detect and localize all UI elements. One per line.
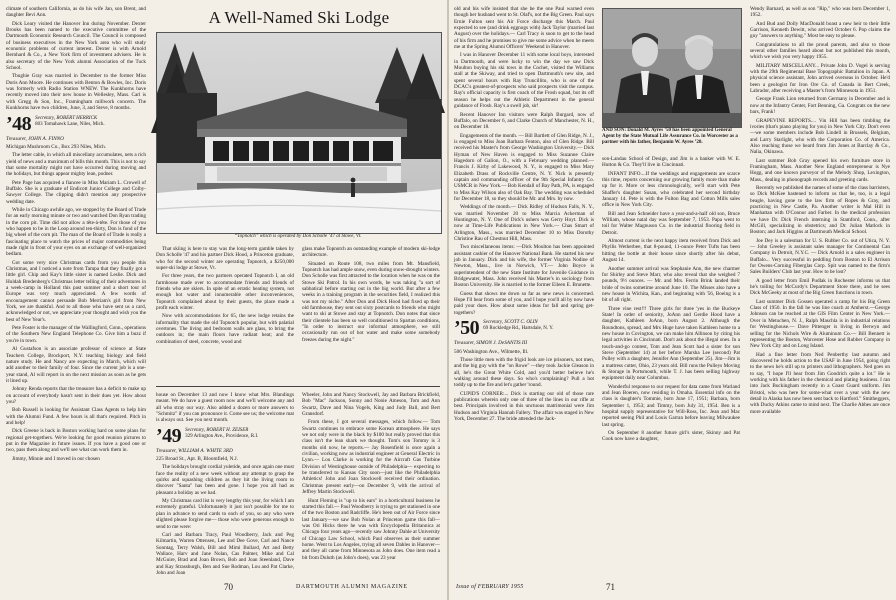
left-column-2 xyxy=(156,246,294,347)
col8-p6: GRAPEVINE REPORTS.... Vin Hill has been timbling the ivories (that's piano playing for you) in New York City. Don't even—we some members include Bob Lindell in Brussels, Belgium, and Larry Starlight, who with the Corporation Co. of America. Also reaching those we heard from Jim Jones at Barclay & Co., Nalia, Okinawa. xyxy=(750,117,890,156)
right-column-2 xyxy=(602,156,740,445)
col1-p6: While in Chicago awhile ago, we stopped by the Board of Trade for an early morning minute or two and watched Don Ryan trading in the corn pit. Time did not allow a tête-à-tête. For those of you who happen to be in the Loop around ten-thirty, Don is fond of the big wheel of the corn pit. The man of the Board of Trade is really a fascinating place to watch the prices of major commodities being made right in front of your eyes on an exchange of well-organized bedlam. xyxy=(6,206,146,258)
col8-p3: Congratulations to all the proud parents, and also to those several other families heard about but not published this month, which we wish you very happy 1955. xyxy=(750,41,890,61)
col5-p3: Hunt Fleming is "up to his ears" in a horticultural business he started this fall.— Paul Woodberry is trying to get stationed in one of the two Boston and Radcliffe. He's been out of Air Force since last January—we saw Bob Nolan at Princeton game this fall— was Ori Hicks there he was with Encyclopedia Britannica at Chicago four years ago—recently saw Johnny Dahle at University of Chicago Law School, which Paul observes as their summer home. Went to Los Angeles, trying all seven Dahles in Hanover—and they all came from Minnesota as John does. One item read a bit from Duluth (as John's does), was 23 year xyxy=(302,497,440,561)
col7-p3: Bill and Jean Schneider have a year-and-a-half old son, Bruce William, whose natal day was September 7, 1953. Papa went to toil for Walter Magnuson Co. in the industrial flooring field in Detroit. xyxy=(602,210,740,236)
class-49-year: ’49 xyxy=(156,424,182,447)
class-50-officers xyxy=(483,319,553,332)
col1-p9: Al Gustafson is an associate professor of science at State Teachers College, Brockport, N.Y. teaching biology and field nature study. He and Nancy are expecting in March, which will add another to their family of four. Since the current job is a one-year stand, Al will report in on the next mission as soon as he gets it lined up. xyxy=(6,346,146,384)
left-column-1 xyxy=(6,6,146,464)
col6-p7: Guess that shows me down so far as new news is concerned. Hope I'll hear from some of you, and I hope you'll all by now have paid your dues. How about some ideas for fall and spring get-togethers? xyxy=(454,290,594,316)
class-48-year: ’48 xyxy=(6,112,32,135)
col1-p7: Got some very nice Christmas cards from you people this Christmas, and I noticed a note from Tampa that they finally got a little girl. Chip and Kay's little sister is named Leslie. Dick and Huldah Bredenberg's Christmas letter telling of their adventures in a week-camp in Holland this past summer and a short tour of Europe was very much appreciated. A few words of encouragement cannot persuade Bob Merriam's girl from New York, we are thankful. And to all those who have sent us a card, acknowledged or not, we appreciate your thought and wish you the best of New Year's. xyxy=(6,259,146,323)
col1-p2: Dick Leary visited the Hanover Inn during November. Dexter Brooks has been named to the executive committee of the Dartmouth Economic Research Council. The Council is composed of business executives in the New York area who will study economic problems of current interest. Dexter is with Arnold Bernhard & Co., a New York firm of investment advisers. He is also secretary of the New York alumni Association of the Tuck School. xyxy=(6,20,146,72)
col6-p3: Recent Hanover Inn visitors were Ralph Burgard, now of Buffalo, on December 6, and Clarke Church of Manchester, N. H., on December 18. xyxy=(454,111,594,131)
col6-p4: Engagements of the month. — Bill Bartlett of Glen Ridge, N. J., is engaged to Miss Joan Barbara Fenton, also of Glen Ridge. Bill received his Master's from George Washington University.— Dick Hyman of New Haven is engaged to Miss Suzanne Claire Hagedorn of Galion, O., with a February wedding planned.—Francis J. Kirby of Lakewood, N. Y., is engaged to Miss Mary Elizabeth Drass of Rockville Centre, N. Y. Nick is presently captain and commanding officer of the 9th Special Infantry Co. USMCR in New York.— Bob Kendall of Bay Path, PA, is engaged to Miss Kay Wilson also of Oak Bay. The wedding was scheduled for December 18, so they should be Mr. and Mrs. by now. xyxy=(454,132,594,202)
left-column-4 xyxy=(156,392,294,576)
class-49-secretary-address: 329 Arlington Ave., Providence, R.I. xyxy=(185,433,259,439)
class-48-officers xyxy=(35,115,104,128)
class-50-heading xyxy=(454,317,594,340)
ski-lodge-photo xyxy=(156,32,442,234)
col8-p2: And Bud and Dolly MacDonald boast a new heir to their little Garrison, Kenneth Dewitt, who arrived October 6. Pop claims the guy "answers to anything." Most be easy to please. xyxy=(750,20,890,40)
class-49-secretary: Secretary, ROBERT H. ZEISER xyxy=(185,427,249,433)
left-page-number: 70 xyxy=(224,582,233,592)
left-column-5 xyxy=(302,392,440,563)
class-50-secretary-address: 69 Rockledge Rd., Hartsdale, N. Y. xyxy=(483,326,554,332)
col6-p6: Two miscellaneous items: —Dick Moulton has been appointed assistant cashier of the Hanover National Bank. He started his new job in January. Dick and his wife, the former Virginia Nodine of Newton, Mass., live in Norwich, VT.— John Boyce is superintendent of the new State Institute for Juvenile Guidance in Bridgewater, Mass. John received his Master's in sociology from Boston University. He is married to the former Eileen E. Brunette. xyxy=(454,244,594,289)
magazine-name: DARTMOUTH ALUMNI MAGAZINE xyxy=(296,584,408,590)
class-48-heading xyxy=(6,112,146,135)
col1-p4: The letter cable, in which all miscellany accumulates, nets a rich yield of news and a maximum of bills this month. This is not to say that some mortality might not have occurred during moving and the holidays, but things appear mighty lean, podner. xyxy=(6,152,146,178)
class-48-secretary: Secretary, ROBERT HERRICK xyxy=(35,115,98,121)
class-49-heading xyxy=(156,424,294,447)
page-71 xyxy=(454,6,890,594)
left-column-3 xyxy=(302,246,440,345)
col8-p12: Had a fine letter from Ned Penberthy last autumn and discovered he holds action to the USAF in June 1954, going right to the news he's still up to printers and lithographers. Ned goes on to say, "I hope I'll hear from Jim Goodrich quite a lot." He is working with his father in the chemical and plating business. I ran into Jack Buckingham recently in a Coast Guard uniform. Jim Bristol, who was here for some-what over a year with the new detail in Alaska has now been sent back to Hartford.” Smitheggers, with Ducky Atkins came to mind next. The Charlie Abbes are once more available xyxy=(750,351,890,415)
col3-p1: glass make Topnotch an outstanding example of modern ski-lodge architecture. xyxy=(302,246,440,259)
article-end-rule xyxy=(156,386,440,387)
col8-p9: Joe Dey is a salesman for U. S. Rubber Co. out of Utica, N. Y. — John Greeley is assistant sales manager for Continental Can Company in Detroit, N.Y.C. — Dick Arnold is a sales engineer in Buffalo... Very successful in peddling from Boston to El Arrison for Owens-Corning Fiberglas Corp. Spit was named to the firm's Sales Builders' Club last year. How to be lost? xyxy=(750,237,890,276)
col1-p8: Pete Foster is the manager of the Wallingford, Conn., operations of the Southern New England Telephone Co. Give him a buzz if you're in town. xyxy=(6,325,146,344)
col6-p1: old and his wife insisted that she be the one Paul warned even though her husband went to St. Olaf's, not the Big Green. Paul says Ernie Fulton sent his Air Force discharge this March. Paul expected to see (and drink eggnogs with) Jack Taylor (married last August) over the holidays.— Carl Tracy is soon to get to the head of his firm and he promises to give me some advice when he meets me at the Spring Alumni Officers' Weekend in Hanover. xyxy=(454,6,594,51)
col7-p1: son-Landau School of Design, and Jim is a banker with W. E. Hutton & Co. They'll live in Cincinnati. xyxy=(602,156,740,169)
class-49-officers xyxy=(185,427,258,440)
col7-p6: Three vine rest!!! Three girls for three 'yes in the Buckeye State! In order of seniority, JoAnn and Gerdie Hood have a daughter, Kathleen JoAnn, born August 2. Although the Roundtons, spread, and Mrs Huge have taken Kathleen home to a new house in Covington, we can make him Allinson by citing his legal activities in Cincinnati. Don't ask about the illegal ones. In a touch-and-go contest, Tom and Jean Scott had a sister for son Steve (September 14) at her before Marsha Lee (second) Pat Pulley with a daughter, Jennifer Ann (September 25). Jim—Jim is a mattress cutter, Ohio, 23 years old. Bill runs the Pulleys Moving & Storage in Portsmouth, while T. J. has been selling highway equipment daily near Columbus. xyxy=(602,305,740,382)
col4-p1: house on December 13 and now I know what Mrs. Blandings meant. We do have a guest room now and we'll welcome any and all who stray our way. Also added a dozen or more answers to "Schmitz" if you can pronounce it. Come see us; the welcome mat is always out. See you next month. xyxy=(156,392,294,424)
col2-p2: For three years, the two partners operated Topnotch I, an old farmhouse made over to accommodate friends and friends of friends who are skiers. In spite of an erratic heating system, not enough hot water and innumerable other inconveniences, Topnotch complained about by their guests, the place made a profit each winter. xyxy=(156,273,294,312)
col6-p5: Weddings of the month.— Dick Ridley of Hudson Falls, N. Y., was married November 20 to Miss Marcia Ackerman of Huntington, N. Y. One of Dick's ushers was Gerry Hoyt. Dick is now at Time-Life Publications in New York.— Chas Smart of Arlington, Mass., was married December 10 to Miss Dorothy Christine Rau of Chestnut Hill, Mass. xyxy=(454,204,594,243)
col8-p8: Recently we published the names of some of the class barristers, so Dick McKee hastened to inform us that he, too, is a legal beagle, having gone to the law firm of Ropes & Gray, and practicing in New Castle, Pa. Another writer is Mal Hill in Manhattan with O'Connor and Farber. In the medical profession we have Dr. Dick French interning in Stamford, Conn., after McGill, specializing in obstetrics; and Dr. Julian Matlock in Boston; and Jack Higgins at Dartmouth Medical School. xyxy=(750,184,890,236)
class-48-treasurer: Treasurer, JOHN A. FINNO xyxy=(6,135,64,142)
right-page-number: 71 xyxy=(606,582,615,592)
col1-p3: Tbughie Gray was married in December to the former Miss Doris Ann Moore. He continues with Benton & Bowles, Inc. Doris was formerly with Radio Station WNEW. The Kunkhorns have recently moved into their new house in Wellesley, Mass. Carl is with Gregg & Son, Inc., Framingham millwork concern. The Kunkhorns have two children, June, 3, and Steve, 8 months. xyxy=(6,73,146,112)
col8-p11: Last summer Dick Gossen operated a camp for his Big Green Class of 1950. In the fall he was line coach at Amherst.—George Johnson can be reached at the GIS Film Center in New York.—Over in Metuchen, N. J., Ralph Maschla is in industrial relations for Westinghouse.— Dave Pittenger is living in Berwyn and selling for the Nichols Wire & Aluminum Co.— Bill Bennett is representing the Boston, Worcester Hose and Rubber Company in New York City and on Long Island. xyxy=(750,298,890,350)
ayres-caption: AND SON: Donald M. Ayres ’50 has been appointed General Agent by the State Mutual Life Assurance Co. in Worcester as a partner with his father, Benjamin W. Ayres ’20. xyxy=(602,128,738,145)
col1-p5: Pete Page has acquired a fiancee in Miss Mariam L. Crowell of Buffalo. She is a graduate of Endicott Junior College and Colby-Sawyer College. The clipping didn't mention any prospective wedding date. xyxy=(6,179,146,205)
col8-p7: Last summer Bob Gray opened his own furniture store in Framingham, Mass. Another New England entrepreneur is Nye Hogg, and one known purveyor of the Melody Shop, Lexington, Mass., dealing in phonograph records and greeting cards. xyxy=(750,157,890,183)
class-50-treasurer: Treasurer, SIMON J. DeSANTIS III xyxy=(454,340,528,347)
col3-p2: Situated on Route 108, two miles from Mt. Mansfield, Topnotch has had ample snow, even during snow-drought winters. Don Scholle was first attracted to the location when he was on the Stowe Ski Patrol. In his own words, he was taking "a sort of sabbatical before starting out in the big world. But after a few weeks in a training program in the securities field, I realized this was not my niche." After Don and Dick Hood had fixed up their old farmhouse, they sent out sixty postcards to friends who might want to ski at Stowe and stay at Topnotch. Don notes that since their clientele has been so well conditioned to Spartan conditions, "In order to instruct our informal atmosphere, we still occasionally run out of hot water and make some somebody freezes during the night." xyxy=(302,260,440,343)
ayres-portrait-illustration xyxy=(603,9,741,127)
col8-p10: A good letter from Emil Pudlak in Rochester informs us that he's toiling for McCurdy's Department Store there, and he sees Dick McGeeky at most of the Big Green functions in town. xyxy=(750,277,890,297)
class-50-treasurer-address: 506 Washington Ave., Wilmette, Ill. xyxy=(454,348,529,355)
col6-p8: Those little men with the frigid look are ice prisoners, not men, and the big guy with the "on Rowe" —they took Jackie Gleason in all, he's the Great White Cold, and you'd better believe he's walking around these days. So who's complaining? Pull a hot toddy up to the fire and let's gather 'round. xyxy=(454,356,594,389)
col1-p1: climate of southern California, as do his wife Jan, son Brent, and daughter Bevi Ann. xyxy=(6,6,146,19)
right-column-3 xyxy=(750,6,890,417)
page-70 xyxy=(6,6,442,594)
class-48-secretary-address: 803 Tomahawk Lane, Niles, Mich. xyxy=(35,121,105,127)
class-50-year: ’50 xyxy=(454,317,480,340)
col7-p2: INFANT INFO....If the weddings and engagements are scarce this time, reports concerning our growing family more than make up for it. More or less chronologically, we'll start with Pete Shaffer's daughter Susan, who celebrated her second birthday January 14. Pete is with the Fulton Bag and Cotton Mills sales office in New York City. xyxy=(602,170,740,209)
col2-p3: Now with accommodations for 65, the new lodge retains the informality that made the old Topnotch popular, but with palatial overtones. The living and bedroom walls are glass, to bring the outdoors in; the main floors have radiant heat; and the combination of steel, concrete, wood and xyxy=(156,313,294,345)
col1-p12: Dick Greene is back in Boston working hard on some plans for regional get-togethers. We're looking for good reunion pictures to put in the Magazine in future issues. If you have a good one or two, pass them along and we'll see what can work them in. xyxy=(6,428,146,454)
col5-p2: From these, I got several messages, which follow.— Tom Swartz continues to embrace some Korean atmosphere. He says we not only were in the black by $100 but really proved that this class isn't the lean shark we thought. Tom's son Tommy is 3 months old now, he reports.— Jay Rosenfield is once again a civilian, working now as industrial engineer at General Electric in Lynn.— Lou Clarke is working for the Aircraft Gas Turbine Division of Westinghouse outside of Philadelphia— expecting to be transferred to Kansas City soon—just like the Philadelphia Athletics! John and Joan Stockwell received their ordination. Christmas present early—on December 9, with the arrival of Jeffrey Martin Stockwell. xyxy=(302,419,440,496)
class-48-treasurer-address: Michigan Mushroom Co., Box 293 Niles, Mich. xyxy=(6,143,107,150)
col8-p1: Wendy Barnard, as well as son "Rip," who was born December 1, 1952. xyxy=(750,6,890,19)
article-title: A Well-Named Ski Lodge xyxy=(208,8,390,27)
col1-p11: Bob Russell is looking for Assistant Class Agents to help him with the Alumni Fund. A few hours is all that's required. Pitch in and help! xyxy=(6,407,146,426)
col7-p8: On September 8 another future girl's sister, Skinny and Pat Cook now have a daughter, xyxy=(602,430,740,443)
col2-p1: That skiing is here to stay was the long-term gamble taken by Don Scholle '47 and his partner Dick Hood, a Princeton graduate, who for the second winter are operating Topnotch, a $250,000 super-ski lodge at Stowe, Vt. xyxy=(156,246,294,272)
class-50-secretary: Secretary, SCOTT C. OLIN xyxy=(483,320,538,326)
col8-p5: George Frank Lion returned from Germany in December and is now at the Infantry Center, Fort Benning, Ga. Congrats on the new bars, Frank! xyxy=(750,96,890,116)
right-column-1 xyxy=(454,6,594,424)
col7-p7: Wonderful response to our request for data came from Warland and Jean Boeren, now residing in Omaha. Essential info on the class is daughter's Tommie, born June 17, 1951; Barbara, born September 1, 1953; and Timmy, born July 31, 1954. Ben is a hospital supply representative for Will-Ross, Inc. Jean and Mac reported seeing Phil and Louis Garran before leaving Milwaukee last spring. xyxy=(602,383,740,428)
col4-p2: The holidays brought cordial yuletide, and once again one must face the reality of a new week without any attempt to grasp the quirks and squashing children as they hit the living room to discover "Santa" has been and gone. I hope you all had as pleasant a holiday as we had. xyxy=(156,464,294,496)
col5-p1: Wheeler, John and Nancy Stockwell, Jay and Barbara Brickfield, Bob "Mac" Jackson, Sonny and Nonie Ameson, Tom and Ann Swartz, Dave and Nina Vogels, King and Judy Ball, and Bert Gransdorf. xyxy=(302,392,440,418)
col7-p5: Another summer arrival was Stephanie Ann, the new charmer for Shirley and Steve Marr, who also reveal that she weighed 7 pounds, 9½ ounces. — Mr. and Mrs. Ferrin Brink landed their bride of twins sometime around June 10. The Misses also have a new house in Wichita, Kan., and beginning with '56, Boeing is a bit of all right. xyxy=(602,265,740,304)
col6-p2: I was in Hanover December 11 with some local boys, interested in Dartmouth, and were lucky to win the day we saw Dick Moulton buying his ski tows in the Cochet, visited the Williams stall at the Skiway, and tried to open Dartmouth's new site, and spent several hours with Ray Truncillito, who is one of the DCAC's greatest-of-prospects who said prospects visit the campus. Ray's official capacity is first coach of the Frosh squad, but its off season he helps out the Athletic Department in the general guidance of Frosh. Ray's a swell job, sir! xyxy=(454,52,594,110)
page-gutter xyxy=(447,0,449,600)
ayres-photo xyxy=(602,8,742,128)
col1-p10: Johnny Renda reports that the treasurer has a deficit to make up on account of everybody hasn't sent in their dues yet. How about you? xyxy=(6,386,146,405)
col1-p13: Jimmy, Minnie and I moved in our chosen xyxy=(12,455,100,462)
col6-p9: CUPID'S CORNER:... Dick is starting our old of those rare publications wherein only one of three of the lines in our rifle at best. Principals involved in this unctuous matrimonial were Jim Hudson and Virginia Hannah Fallery. The affair was staged in New York, December 27. The bride attended the Jack- xyxy=(454,390,594,422)
col7-p4: Almost current is the next happy item received from Dick and Phyllis Wetherbee, that 8-pound, 11-ounce Peter Tufts has been hitting the bottle at their house since shortly after his debut, August 14. xyxy=(602,238,740,264)
col4-p3: My Christmas card list is very lengthy this year, for which I am extremely grateful. Unfortunately it just isn't possible for me to plan in advance to send cards to each of you, so any who were slighted please forgive me— those who were generous enough to send to me were: xyxy=(156,498,294,530)
col8-p4: MILITARY MISCELLANY... Private John D. Vogel is serving with the 29th Regimental Base Topographic Battalion in Japan. A physical science assistant, John arrived overseas in October. He'd been a geologist for Iron Ore Co. of Canada in Bert Creek, Labrador, after receiving a Master's from Minnesota in 1951. xyxy=(750,62,890,95)
class-49-treasurer: Treasurer, WILLIAM A. WHITE 3RD xyxy=(156,447,233,454)
ski-lodge-caption: “Topnotch” which is operated by Don Scholle ’47 at Stowe, Vt. xyxy=(234,234,362,239)
issue-date: Issue of FEBRUARY 1955 xyxy=(456,584,524,590)
col4-p4: Carl and Barbara Tracy, Paul Woodberry, Jack and Peg Kilmartin, Warren Ottensen, Lee and Dee Gove, Carl and Nance Sonntag, Terry Walsh, Bill and Mimi Bullard, Art and Betty Wallace, Harv and Jane Nolan, Cas Palmer, Mike and Cal McGuire, Brad and Joan Brown, Bob and Joan Steenland, Dave and Kay Strassburgh, Ben and Sue Rodman, Lou and Pat Clarke, John and Joan xyxy=(156,531,294,576)
class-49-treasurer-address: 225 Broad St., Apt. B, Bloomfield, N.J. xyxy=(156,456,238,463)
ski-lodge-illustration xyxy=(157,33,441,233)
